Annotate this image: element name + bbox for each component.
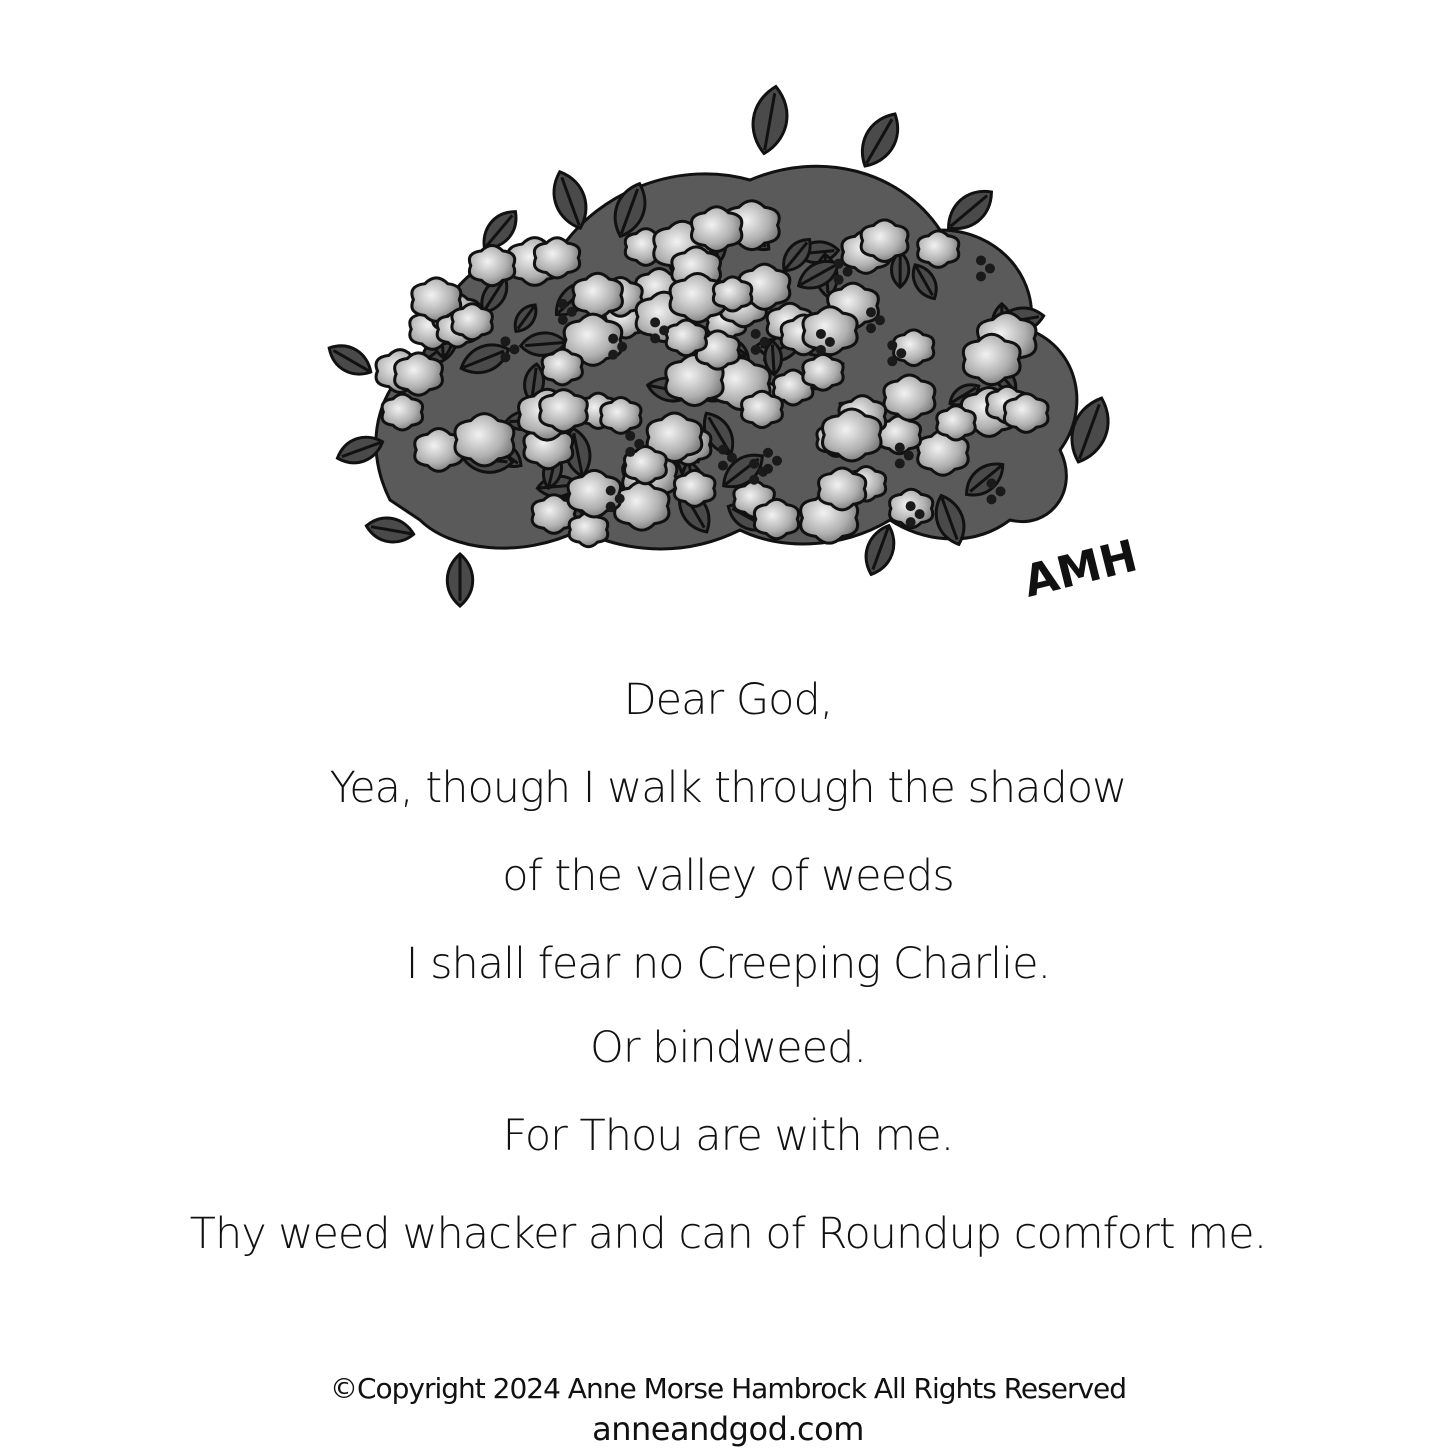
berry-dot: [895, 459, 905, 469]
berry-dot: [509, 344, 519, 354]
berry-dot: [749, 459, 759, 469]
website-link[interactable]: anneandgod.com: [592, 1410, 864, 1448]
berry-dot: [834, 275, 844, 285]
berry-dot: [996, 486, 1006, 496]
weed-bush-icon: [320, 80, 1150, 620]
flower-shape: [573, 273, 622, 317]
berry-dot: [896, 348, 906, 358]
flower-shape: [455, 414, 514, 466]
berry-dot: [895, 443, 905, 453]
berry-dot: [843, 267, 853, 277]
berry-dot: [875, 315, 885, 325]
artist-signature: AMH: [1018, 530, 1143, 608]
flower-shape: [819, 468, 866, 510]
berry-dot: [763, 448, 773, 458]
berry-dot: [659, 325, 669, 335]
flower-shape: [1004, 394, 1048, 433]
berry-dot: [816, 345, 826, 355]
flower-shape: [542, 349, 582, 385]
flower-shape: [615, 482, 669, 530]
berry-dot: [987, 478, 997, 488]
leaf-shape: [447, 554, 472, 606]
berry-dot: [718, 445, 728, 455]
berry-dot: [567, 307, 577, 317]
berry-dot: [816, 329, 826, 339]
berry-dot: [985, 263, 995, 273]
poem-line: of the valley of weeds: [502, 851, 954, 901]
berry-dot: [749, 475, 759, 485]
berry-dot: [625, 431, 635, 441]
flower-shape: [918, 231, 959, 268]
berry-dot: [887, 340, 897, 350]
flower-shape: [803, 354, 843, 390]
berry-dot: [866, 307, 876, 317]
flower-shape: [540, 390, 588, 432]
berry-dot: [634, 439, 644, 449]
berry-dot: [976, 255, 986, 265]
berry-dot: [650, 333, 660, 343]
flower-shape: [894, 330, 934, 366]
flower-shape: [452, 304, 492, 340]
berry-dot: [915, 509, 925, 519]
berry-dot: [751, 329, 761, 339]
berry-dot: [904, 451, 914, 461]
berry-dot: [500, 336, 510, 346]
berry-dot: [608, 350, 618, 360]
poem-line: Yea, though I walk through the shadow: [329, 763, 1127, 813]
flower-shape: [754, 499, 798, 538]
poem-line: I shall fear no Creeping Charlie.: [405, 939, 1051, 989]
flower-shape: [395, 353, 443, 395]
berry-dot: [834, 259, 844, 269]
berry-dot: [608, 334, 618, 344]
berry-dot: [650, 317, 660, 327]
leaf-shape: [323, 338, 376, 382]
berry-dot: [606, 502, 616, 512]
flower-shape: [803, 307, 857, 355]
berry-dot: [866, 323, 876, 333]
berry-dot: [772, 456, 782, 466]
poem-line: For Thou are with me.: [502, 1111, 954, 1161]
flower-shape: [963, 334, 1020, 384]
flower-shape: [569, 512, 608, 546]
flower-shape: [666, 320, 706, 356]
berry-dot: [751, 345, 761, 355]
berry-dot: [760, 337, 770, 347]
flower-shape: [742, 391, 783, 427]
flower-shape: [713, 277, 751, 311]
berry-dot: [758, 467, 768, 477]
flower-shape: [691, 207, 741, 252]
berry-dot: [825, 337, 835, 347]
berry-dot: [558, 315, 568, 325]
berry-dot: [606, 486, 616, 496]
berry-dot: [976, 271, 986, 281]
flower-shape: [469, 245, 514, 285]
flower-shape: [822, 409, 881, 461]
leaf-shape: [364, 514, 415, 545]
berry-dot: [615, 494, 625, 504]
flower-shape: [884, 375, 935, 420]
copyright-notice: ©Copyright 2024 Anne Morse Hambrock All Rights Reserved: [329, 1372, 1127, 1405]
berry-dot: [558, 299, 568, 309]
flower-shape: [382, 394, 422, 430]
weed-bush-illustration: [320, 80, 1150, 620]
flower-shape: [601, 398, 641, 434]
berry-dot: [987, 494, 997, 504]
poem-line: Or bindweed.: [589, 1023, 867, 1073]
flower-shape: [937, 406, 975, 440]
berry-dot: [718, 461, 728, 471]
flower-shape: [861, 220, 908, 262]
leaf-shape: [748, 84, 793, 157]
berry-dot: [906, 501, 916, 511]
berry-dot: [727, 453, 737, 463]
poem-line-greeting: Dear God,: [623, 675, 833, 725]
berry-dot: [500, 352, 510, 362]
berry-dot: [906, 517, 916, 527]
flower-shape: [674, 470, 715, 506]
leaf-shape: [852, 107, 907, 174]
berry-dot: [625, 447, 635, 457]
berry-dot: [887, 356, 897, 366]
berry-dot: [617, 342, 627, 352]
flower-shape: [534, 238, 579, 278]
poem-line-closing: Thy weed whacker and can of Roundup comfort me.: [189, 1209, 1267, 1259]
